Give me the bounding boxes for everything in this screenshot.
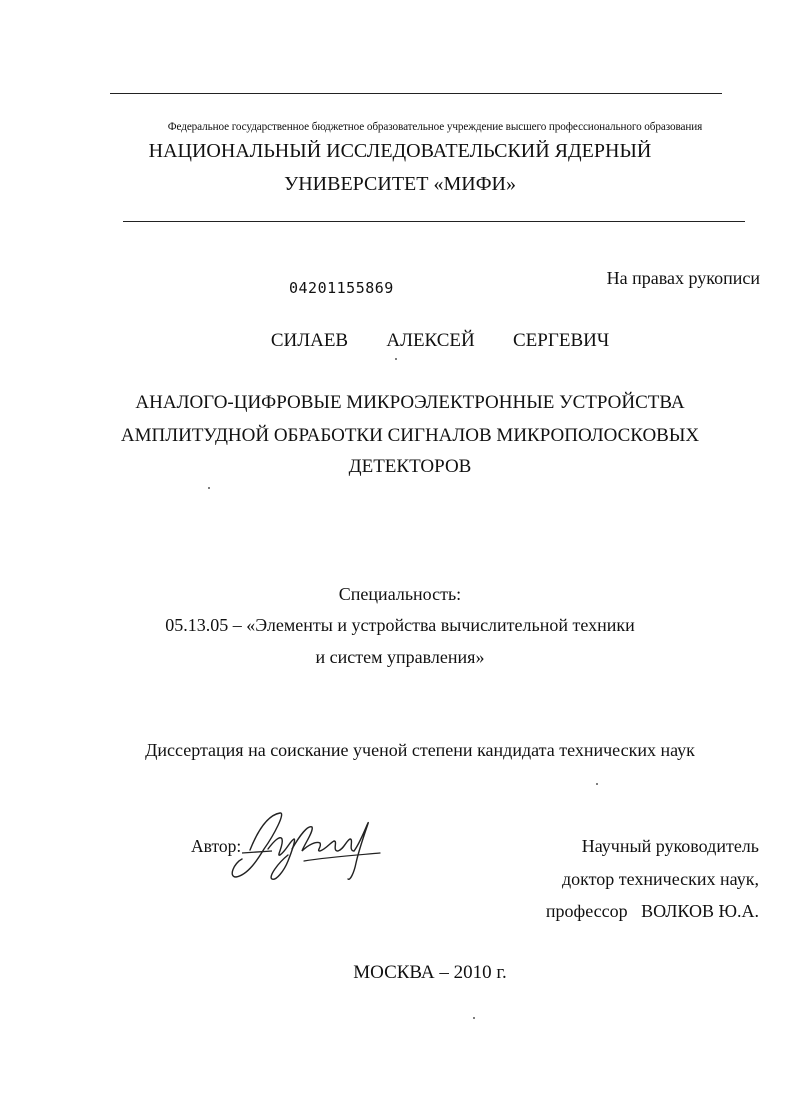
archive-number: 04201155869 — [289, 279, 394, 297]
specialty-line2: и систем управления» — [315, 647, 485, 667]
thesis-title-line3: ДЕТЕКТОРОВ — [348, 456, 472, 477]
thesis-title-line1: АНАЛОГО-ЦИФРОВЫЕ МИКРОЭЛЕКТРОННЫЕ УСТРОЙСТВА — [135, 392, 685, 413]
supervisor-role: Научный руководитель — [581, 836, 759, 856]
scan-speck — [473, 1017, 475, 1019]
city-year: МОСКВА – 2010 г. — [353, 962, 507, 983]
top-divider — [110, 93, 722, 94]
organization-full-name: Федеральное государственное бюджетное образовательное учреждение высшего профессионального образования — [167, 121, 703, 133]
degree-statement: Диссертация на соискание ученой степени кандидата технических наук — [145, 740, 695, 760]
scan-speck — [208, 487, 210, 489]
university-name-line1: НАЦИОНАЛЬНЫЙ ИССЛЕДОВАТЕЛЬСКИЙ ЯДЕРНЫЙ — [148, 140, 652, 162]
scan-speck — [596, 783, 598, 785]
specialty-label: Специальность: — [338, 584, 462, 604]
header-divider — [123, 221, 745, 222]
author-signature — [228, 805, 388, 890]
author-full-name: СИЛАЕВ АЛЕКСЕЙ СЕРГЕВИЧ — [270, 330, 610, 351]
scan-speck — [395, 358, 397, 360]
supervisor-degree: доктор технических наук, — [562, 869, 759, 889]
thesis-title-line2: АМПЛИТУДНОЙ ОБРАБОТКИ СИГНАЛОВ МИКРОПОЛОСКОВЫХ — [120, 425, 700, 446]
supervisor-name: профессор ВОЛКОВ Ю.А. — [545, 901, 759, 921]
university-name-line2: УНИВЕРСИТЕТ «МИФИ» — [284, 173, 516, 195]
rights-note: На правах рукописи — [606, 268, 760, 288]
specialty-line1: 05.13.05 – «Элементы и устройства вычислительной техники — [165, 615, 635, 635]
author-label: Автор: — [191, 836, 242, 856]
